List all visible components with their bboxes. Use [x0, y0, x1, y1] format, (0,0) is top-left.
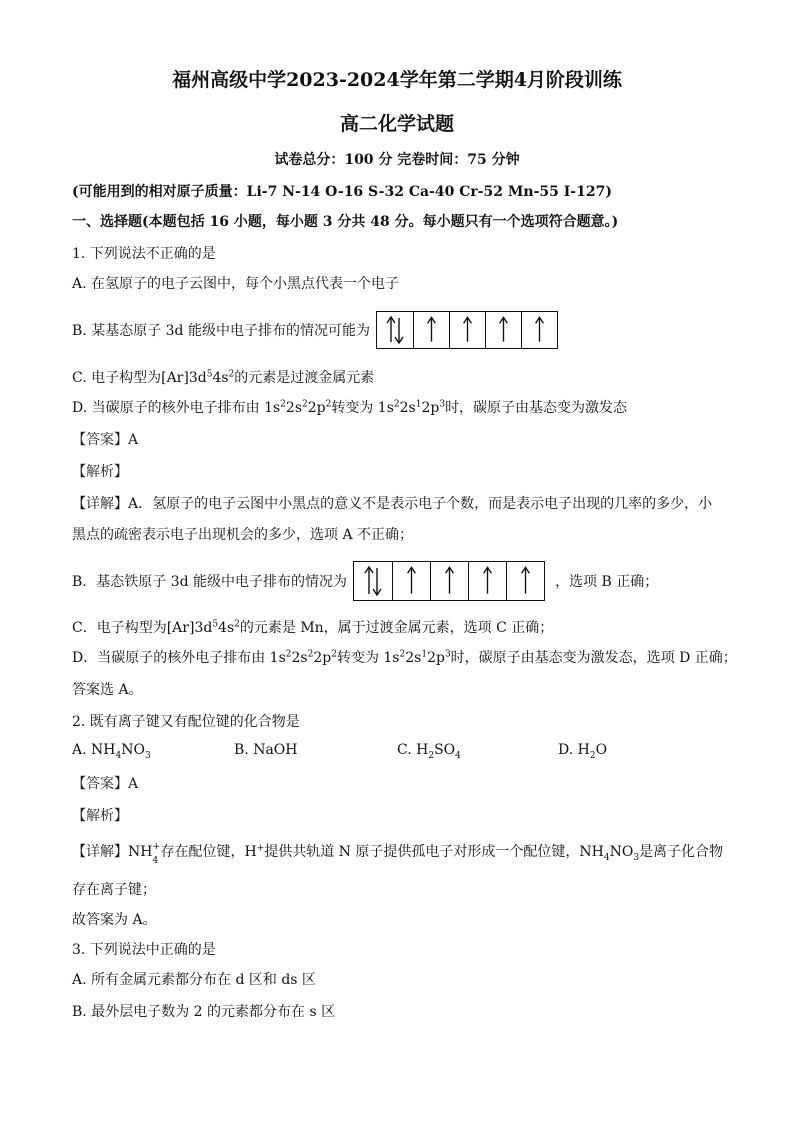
q1-detail-a-line2: 黑点的疏密表示电子出现机会的多少，选项 A 不正确； — [72, 527, 414, 543]
q3-option-a: A. 所有金属元素都分布在 d 区和 ds 区 — [72, 972, 316, 988]
q1-conclusion: 答案选 A。 — [72, 682, 143, 698]
q1-option-a: A. 在氢原子的电子云图中，每个小黑点代表一个电子 — [72, 276, 400, 292]
q3-option-b: B. 最外层电子数为 2 的元素都分布在 s 区 — [72, 1004, 336, 1020]
q2-analysis-label: 【解析】 — [72, 808, 128, 824]
orbital-box-up — [392, 562, 430, 600]
q1-detail-b-result: ，选项 B 正确； — [555, 574, 659, 590]
orbital-box-up — [413, 312, 449, 348]
exam-meta: 试卷总分：100 分 完卷时间：75 分钟 — [274, 152, 520, 168]
q2-options — [72, 742, 732, 762]
q1-detail-a-line1: 【详解】A．氢原子的电子云图中小黑点的意义不是表示电子个数，而是表示电子出现的几率的多少，小 — [72, 496, 713, 512]
section-heading: 一、选择题(本题包括 16 小题，每小题 3 分共 48 分。每小题只有一个选项符合题意。) — [72, 214, 619, 230]
orbital-box-up — [485, 312, 521, 348]
orbital-box-paired — [377, 312, 413, 348]
q1-option-d: D. 当碳原子的核外电子排布由 $1s^22s^22p^2$转变为 $1s^22s^12p^3$时，碳原子由基态变为激发态 — [72, 399, 628, 416]
q1-detail-d: D．当碳原子的核外电子排布由 $1s^22s^22p^2$转变为 $1s^22s^12p^3$时，碳原子由基态变为激发态，选项 D 正确； — [72, 649, 737, 666]
q1-option-b — [72, 311, 558, 349]
orbital-box-up — [521, 312, 557, 348]
q2-stem: 2. 既有离子键又有配位键的化合物是 — [72, 714, 300, 730]
q1-option-c: C. 电子构型为$[Ar]3d^54s^2$的元素是过渡金属元素 — [72, 369, 375, 386]
orbital-box-up — [506, 562, 544, 600]
q3-stem: 3. 下列说法中正确的是 — [72, 942, 216, 958]
q2-option-a: A. $NH_4NO_3$ — [72, 742, 151, 761]
q1-stem: 1. 下列说法不正确的是 — [72, 246, 216, 262]
q1-answer: 【答案】A — [72, 432, 139, 448]
orbital-box-paired — [354, 562, 392, 600]
orbital-box-up — [449, 312, 485, 348]
q1-detail-b-text: B．基态铁原子 3d 能级中电子排布的情况为 — [72, 574, 348, 590]
q2-detail: 【详解】NH + 4 存在配位键，H+提供共轨道 N 原子提供孤电子对形成一个配位键，$NH_4NO_3$是离子化合物 — [72, 842, 724, 866]
q1-analysis-label: 【解析】 — [72, 464, 128, 480]
q1-option-b-text: B. 某基态原子 3d 能级中电子排布的情况可能为 — [72, 323, 370, 339]
document-subtitle: 高二化学试题 — [339, 113, 454, 135]
q2-option-c: C. $H_2SO_4$ — [397, 742, 461, 761]
q2-conclusion: 故答案为 A。 — [72, 912, 157, 928]
q1-detail-b — [72, 561, 658, 601]
q2-option-d: D. $H_2O$ — [558, 742, 608, 761]
orbital-box-up — [468, 562, 506, 600]
orbital-diagram-fe — [353, 561, 545, 601]
orbital-box-up — [430, 562, 468, 600]
q2-detail-line2: 存在离子键； — [72, 882, 156, 898]
q2-option-b: B. NaOH — [234, 742, 298, 758]
q2-answer: 【答案】A — [72, 776, 139, 792]
atomic-masses: (可能用到的相对原子质量：Li-7 N-14 O-16 S-32 Ca-40 Cr-52 Mn-55 I-127) — [72, 184, 612, 200]
q1-detail-c: C．电子构型为$[Ar]3d^54s^2$的元素是 Mn，属于过渡金属元素，选项 C 正确； — [72, 619, 554, 636]
orbital-diagram-q1 — [376, 311, 558, 349]
document-title: 福州高级中学2023-2024学年第二学期4月阶段训练 — [172, 69, 622, 91]
